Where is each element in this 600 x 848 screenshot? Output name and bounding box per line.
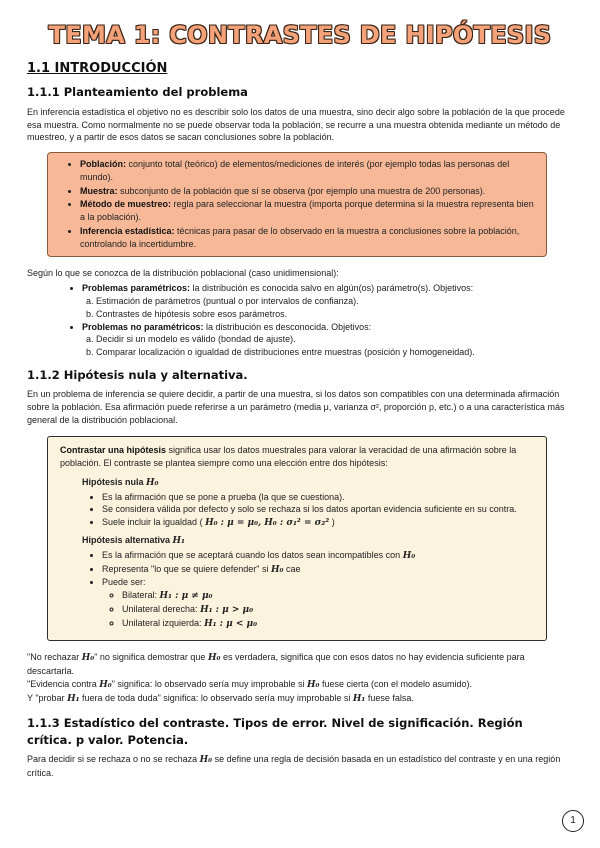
list-item: a. Decidir si un modelo es válido (bondad de ajuste). [96, 333, 567, 346]
list-item: b. Comparar localización o igualdad de distribuciones entre muestras (posición y homogeneidad). [96, 346, 567, 359]
page-number: 1 [562, 810, 584, 832]
subsection-heading-planteamiento: 1.1.1 Planteamiento del problema [27, 85, 248, 100]
list-item: • Puede ser: ◦ Bilateral: H₁ : μ ≠ μ₀ ◦ Unilateral derecha: H₁ : μ > μ₀ ◦ Unilateral izquierda: H₁ : μ < μ₀ [102, 576, 534, 630]
note-paragraph: Y "probar H₁ fuera de toda duda" significa: lo observado sería muy improbable si H₁ fuese falsa. [27, 692, 414, 704]
definition-item: • Muestra: subconjunto de la población que sí se observa (por ejemplo una muestra de 200 personas). [80, 185, 536, 198]
null-hypothesis-heading: Hipótesis nula H₀ [82, 476, 159, 488]
list-item-nonparametric: • Problemas no paramétricos: la distribución es desconocida. Objetivos: a. Decidir si un modelo es válido (bondad de ajuste). b. Comparar localización o igualdad de distribuciones entre muestras (posición y homogeneidad). [82, 321, 567, 359]
list-item-bilateral: ◦ Bilateral: H₁ : μ ≠ μ₀ [122, 589, 534, 603]
list-item: • Es la afirmación que se pone a prueba (la que se cuestiona). [102, 491, 534, 504]
content [27, 60, 567, 786]
definitions-box [47, 152, 547, 257]
notes-block [27, 651, 567, 705]
list-item-right: ◦ Unilateral derecha: H₁ : μ > μ₀ [122, 603, 534, 617]
document-title: TEMA 1: CONTRASTES DE HIPÓTESIS [48, 21, 552, 49]
decision-paragraph: Para decidir si se rechaza o no se rechaza H₀ se define una regla de decisión basada en un estadístico del contraste y en una región crítica. [27, 754, 561, 778]
definition-item: • Inferencia estadística: técnicas para pasar de lo observado en la muestra a conclusiones sobre la población, controlando la incertidumbre. [80, 225, 536, 251]
subsection-heading-hipotesis: 1.1.2 Hipótesis nula y alternativa. [27, 367, 248, 382]
hypothesis-box [47, 436, 547, 641]
intro-paragraph: En inferencia estadística el objetivo no es describir solo los datos de una muestra, sino decir algo sobre la población de la que procede esa muestra. Como normalmente no se puede observar toda la población, se recurre a una muestra obtenida mediante un método de muestreo, y a partir de esos datos se sacan conclusiones sobre la población. [27, 106, 565, 143]
list-item: b. Contrastes de hipótesis sobre esos parámetros. [96, 308, 567, 321]
box-lead: Contrastar una hipótesis significa usar los datos muestrales para valorar la veracidad de una afirmación sobre la población. El contraste se plantea siempre como una elección entre dos hipótesis: [60, 445, 517, 469]
list-item-left: ◦ Unilateral izquierda: H₁ : μ < μ₀ [122, 617, 534, 631]
problem-types-list [27, 282, 567, 359]
list-item: a. Estimación de parámetros (puntual o por intervalos de confianza). [96, 295, 567, 308]
list-item: • Representa "lo que se quiere defender" si H₀ cae [102, 563, 534, 577]
section-heading-introduccion: 1.1 INTRODUCCIÓN [27, 61, 168, 76]
subsection-heading-estadistico: 1.1.3 Estadístico del contraste. Tipos de error. Nivel de significación. Región crítica. p valor. Potencia. [27, 716, 523, 747]
list-item-parametric: • Problemas paramétricos: la distribución es conocida salvo en algún(os) parámetro(s). Objetivos: a. Estimación de parámetros (puntual o por intervalos de confianza). b. Contrastes de hipótesis sobre esos parámetros. [82, 282, 567, 320]
list-item: • Es la afirmación que se aceptará cuando los datos sean incompatibles con H₀ [102, 549, 534, 563]
segun-paragraph: Según lo que se conozca de la distribución poblacional (caso unidimensional): [27, 268, 339, 279]
list-item: • Suele incluir la igualdad ( H₀ : μ = μ₀, H₀ : σ₁² = σ₂² ) [102, 516, 534, 530]
note-paragraph: "Evidencia contra H₀" significa: lo observado sería muy improbable si H₀ fuese cierta (con el modelo asumido). [27, 678, 473, 690]
definition-item: • Población: conjunto total (teórico) de elementos/mediciones de interés (por ejemplo todas las personas del mundo). [80, 158, 536, 184]
definition-item: • Método de muestreo: regla para seleccionar la muestra (importa porque determina si la muestra representa bien a la población). [80, 198, 536, 224]
note-paragraph: "No rechazar H₀" no significa demostrar que H₀ es verdadera, significa que con esos datos no hay evidencia suficiente para descartarla. [27, 652, 525, 677]
list-item: • Se considera válida por defecto y solo se rechaza si los datos aportan evidencia suficiente en su contra. [102, 503, 534, 516]
alt-hypothesis-heading: Hipótesis alternativa H₁ [82, 535, 185, 547]
hypothesis-intro-paragraph: En un problema de inferencia se quiere decidir, a partir de una muestra, si los datos son compatibles con una determinada afirmación sobre la población. Esa afirmación puede referirse a un parámetro (media μ, varianza σ², proporción p, etc.) o a una característica más general de la distribución poblacional. [27, 389, 565, 425]
